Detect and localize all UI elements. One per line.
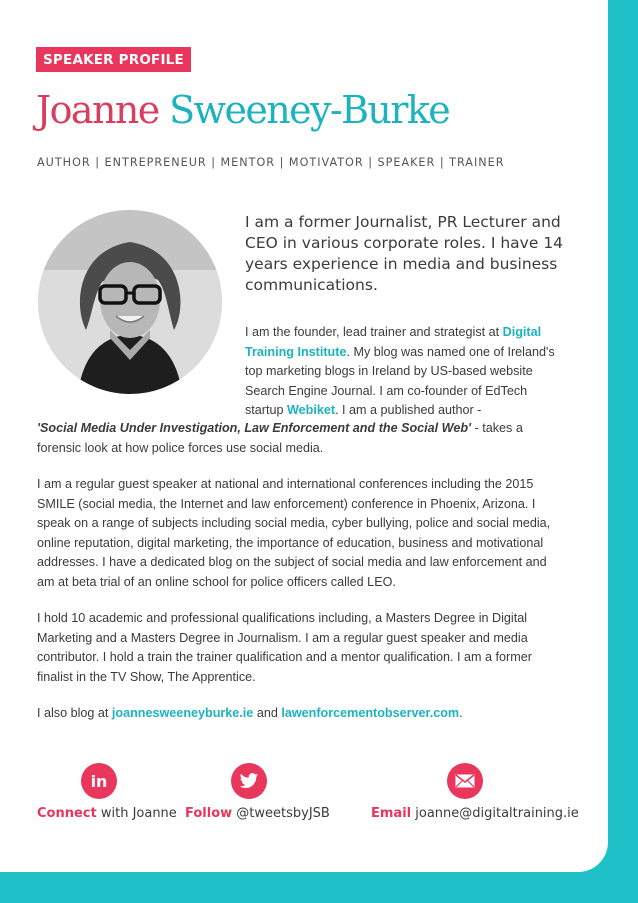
lawenforcementobserver-link[interactable]: lawenforcementobserver.com [281,706,460,720]
twitter-handle: @tweetsbyJSB [232,806,330,821]
bio-paragraph-2: I am a regular guest speaker at national and international conferences including the 2015 SMILE (social media, the Internet and law enforcement) conference in Phoenix, Arizona. I speak on a range of subjects including social media, cyber bullying, police and social media, online reputation, digital marketing, the importance of education, business and motivational addresses. I have a dedicated blog on the subject of social media and law enforcement and am at beta trial of an online school for police officers called LEO. [37,477,551,589]
linkedin-icon[interactable] [81,763,117,799]
linkedin-glyph: in [90,771,108,791]
speaker-name [36,88,449,132]
bio-paragraph-1 [245,323,563,421]
envelope-icon [455,774,475,788]
bio-text: . My blog was named one of Ireland's top marketing blogs in Ireland by US-based website Search Engine Journal. I am co-founder of EdTech startup [245,344,555,417]
bio-text: . [459,706,463,720]
bio-text: and [253,706,282,720]
email-icon[interactable] [447,763,483,799]
roles-line: AUTHOR | ENTREPRENEUR | MENTOR | MOTIVATOR | SPEAKER | TRAINER [37,156,505,169]
email-link[interactable] [371,806,579,821]
twitter-bird-icon [239,773,259,790]
connect-text: with Joanne [96,806,177,821]
email-address: joanne@digitaltraining.ie [411,806,579,821]
connect-label: Connect [37,806,97,821]
bio-paragraph-1-cont [37,419,567,458]
email-label: Email [371,806,412,821]
bio-paragraph-3: I hold 10 academic and professional qualifications including, a Masters Degree in Digital Marketing and a Masters Degree in Journalism. I am a regular guest speaker and media contributor. I hold a train the trainer qualification and a mentor qualification. I am a former finalist in the TV Show, The Apprentice. [37,611,532,684]
bio-paragraph-4 [37,704,567,724]
bio-text: I also blog at [37,706,112,720]
digital-training-institute-link[interactable]: Digital Training Institute [245,325,542,359]
linkedin-connect-link[interactable] [37,806,177,821]
twitter-follow-link[interactable] [185,806,330,821]
portrait-photo [38,210,222,394]
webiket-link[interactable]: Webiket [287,403,336,417]
first-name: Joanne [36,88,159,132]
intro-statement: I am a former Journalist, PR Lecturer and CEO in various corporate roles. I have 14 years experience in media and business communications. [245,213,564,294]
bio-text: - takes a forensic look at how police forces use social media. [37,421,523,455]
last-name: Sweeney-Burke [169,88,450,132]
speaker-profile-badge: SPEAKER PROFILE [36,47,191,72]
portrait-illustration [38,210,222,394]
bio-text: I am the founder, lead trainer and strategist at [245,325,503,339]
bio-text: . I am a published author - [335,403,482,417]
bio-body [37,419,567,741]
twitter-icon[interactable] [231,763,267,799]
joannesweeneyburke-link[interactable]: joannesweeneyburke.ie [111,706,254,720]
follow-label: Follow [185,806,233,821]
book-title: 'Social Media Under Investigation, Law Enforcement and the Social Web' [37,421,472,435]
